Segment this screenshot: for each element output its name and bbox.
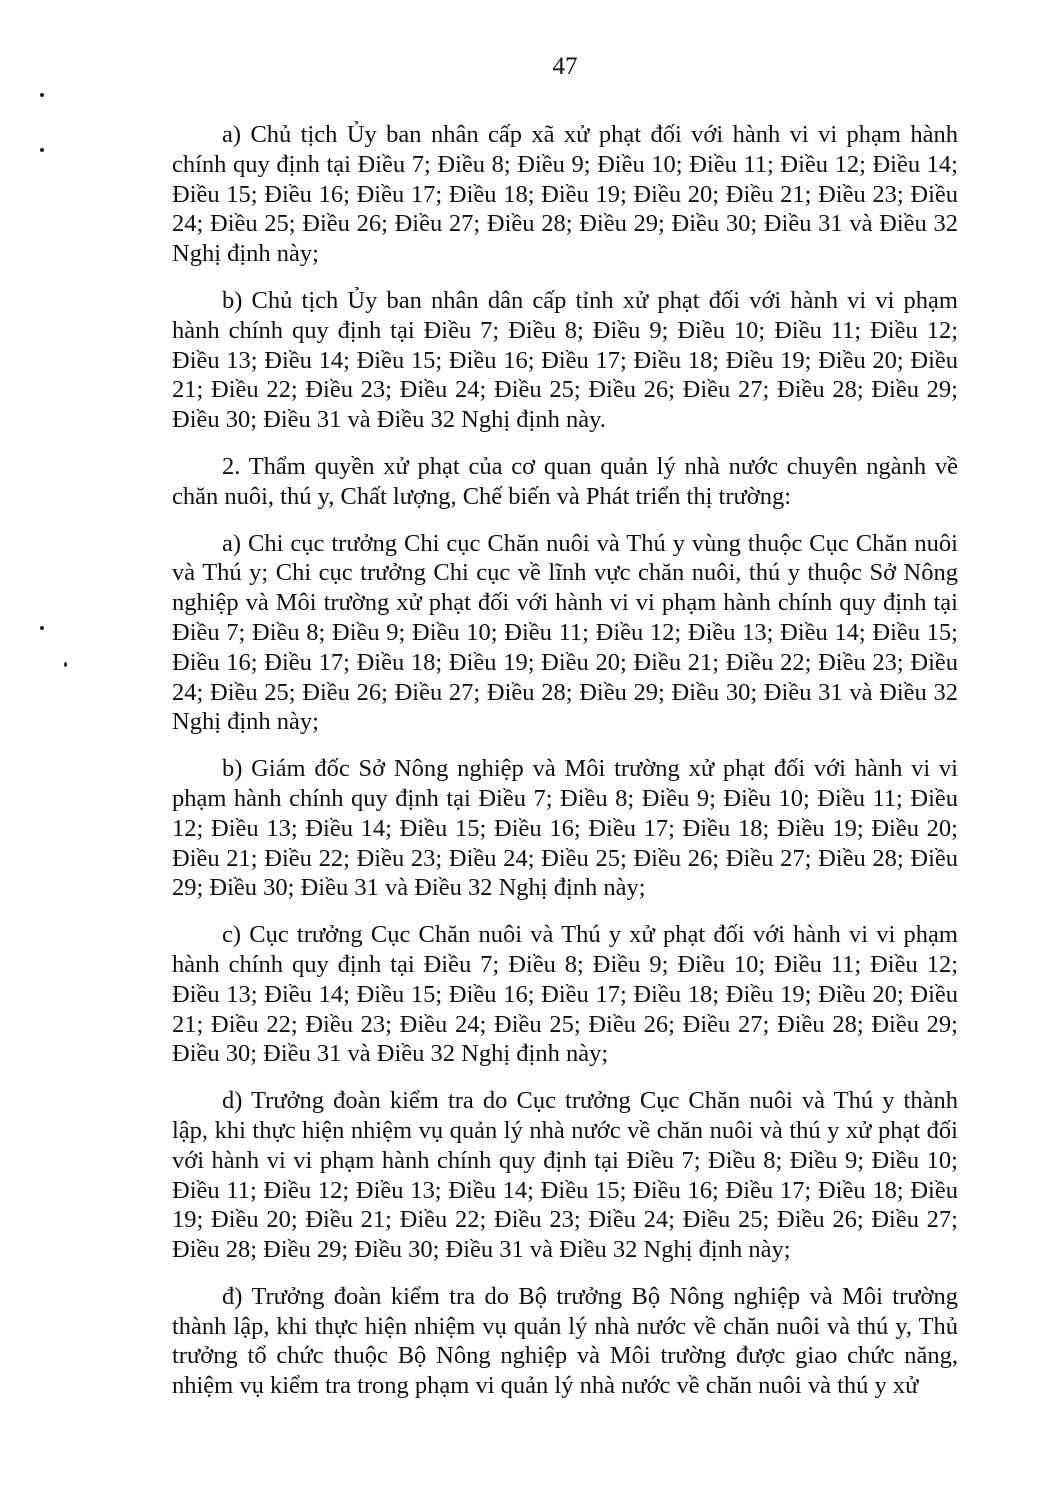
paragraph-1b: b) Chủ tịch Ủy ban nhân dân cấp tỉnh xử phạt đối với hành vi vi phạm hành chính quy định tại Điều 7; Điều 8; Điều 9; Điều 10; Điều 11; Điều 12; Điều 13; Điều 14; Điều 15; Điều 16; Điều 17; Điều 18; Điều 19; Điều 20; Điều 21; Điều 22; Điều 23; Điều 24; Điều 25; Điều 26; Điều 27; Điều 28; Điều 29; Điều 30; Điều 31 và Điều 32 Nghị định này.	[172, 286, 958, 434]
paragraph-1a: a) Chủ tịch Ủy ban nhân cấp xã xử phạt đối với hành vi vi phạm hành chính quy định tại Điều 7; Điều 8; Điều 9; Điều 10; Điều 11; Điều 12; Điều 14; Điều 15; Điều 16; Điều 17; Điều 18; Điều 19; Điều 20; Điều 21; Điều 23; Điều 24; Điều 25; Điều 26; Điều 27; Điều 28; Điều 29; Điều 30; Điều 31 và Điều 32 Nghị định này;	[172, 121, 958, 268]
page-number: 47	[552, 53, 578, 80]
scan-speck	[40, 93, 44, 97]
paragraph-2c: c) Cục trưởng Cục Chăn nuôi và Thú y xử phạt đối với hành vi vi phạm hành chính quy định tại Điều 7; Điều 8; Điều 9; Điều 10; Điều 11; Điều 12; Điều 13; Điều 14; Điều 15; Điều 16; Điều 17; Điều 18; Điều 19; Điều 20; Điều 21; Điều 22; Điều 23; Điều 24; Điều 25; Điều 26; Điều 27; Điều 28; Điều 29; Điều 30; Điều 31 và Điều 32 Nghị định này;	[172, 921, 958, 1068]
scan-speck	[40, 148, 44, 152]
paragraph-2: 2. Thẩm quyền xử phạt của cơ quan quản lý nhà nước chuyên ngành về chăn nuôi, thú y, Chất lượng, Chế biến và Phát triển thị trường:	[172, 452, 958, 510]
paragraph-2b: b) Giám đốc Sở Nông nghiệp và Môi trường xử phạt đối với hành vi vi phạm hành chính quy định tại Điều 7; Điều 8; Điều 9; Điều 10; Điều 11; Điều 12; Điều 13; Điều 14; Điều 15; Điều 16; Điều 17; Điều 18; Điều 19; Điều 20; Điều 21; Điều 22; Điều 23; Điều 24; Điều 25; Điều 26; Điều 27; Điều 28; Điều 29; Điều 30; Điều 31 và Điều 32 Nghị định này;	[172, 755, 958, 902]
scan-speck	[64, 662, 67, 667]
document-body	[172, 120, 958, 1418]
paragraph-2d: d) Trưởng đoàn kiểm tra do Cục trưởng Cục Chăn nuôi và Thú y thành lập, khi thực hiện nhiệm vụ quản lý nhà nước về chăn nuôi và thú y xử phạt đối với hành vi vi phạm hành chính quy định tại Điều 7; Điều 8; Điều 9; Điều 10; Điều 11; Điều 12; Điều 13; Điều 14; Điều 15; Điều 16; Điều 17; Điều 18; Điều 19; Điều 20; Điều 21; Điều 22; Điều 23; Điều 24; Điều 25; Điều 26; Điều 27; Điều 28; Điều 29; Điều 30; Điều 31 và Điều 32 Nghị định này;	[172, 1087, 958, 1264]
paragraph-2dd: đ) Trưởng đoàn kiểm tra do Bộ trưởng Bộ Nông nghiệp và Môi trường thành lập, khi thực hiện nhiệm vụ quản lý nhà nước về chăn nuôi và thú y, Thủ trưởng tổ chức thuộc Bộ Nông nghiệp và Môi trường được giao chức năng, nhiệm vụ kiểm tra trong phạm vi quản lý nhà nước về chăn nuôi và thú y xử	[172, 1282, 958, 1400]
paragraph-2a: a) Chi cục trưởng Chi cục Chăn nuôi và Thú y vùng thuộc Cục Chăn nuôi và Thú y; Chi cục trưởng Chi cục về lĩnh vực chăn nuôi, thú y thuộc Sở Nông nghiệp và Môi trường xử phạt đối với hành vi vi phạm hành chính quy định tại Điều 7; Điều 8; Điều 9; Điều 10; Điều 11; Điều 12; Điều 13; Điều 14; Điều 15; Điều 16; Điều 17; Điều 18; Điều 19; Điều 20; Điều 21; Điều 22; Điều 23; Điều 24; Điều 25; Điều 26; Điều 27; Điều 28; Điều 29; Điều 30; Điều 31 và Điều 32 Nghị định này;	[172, 529, 958, 736]
scan-speck	[40, 626, 44, 630]
